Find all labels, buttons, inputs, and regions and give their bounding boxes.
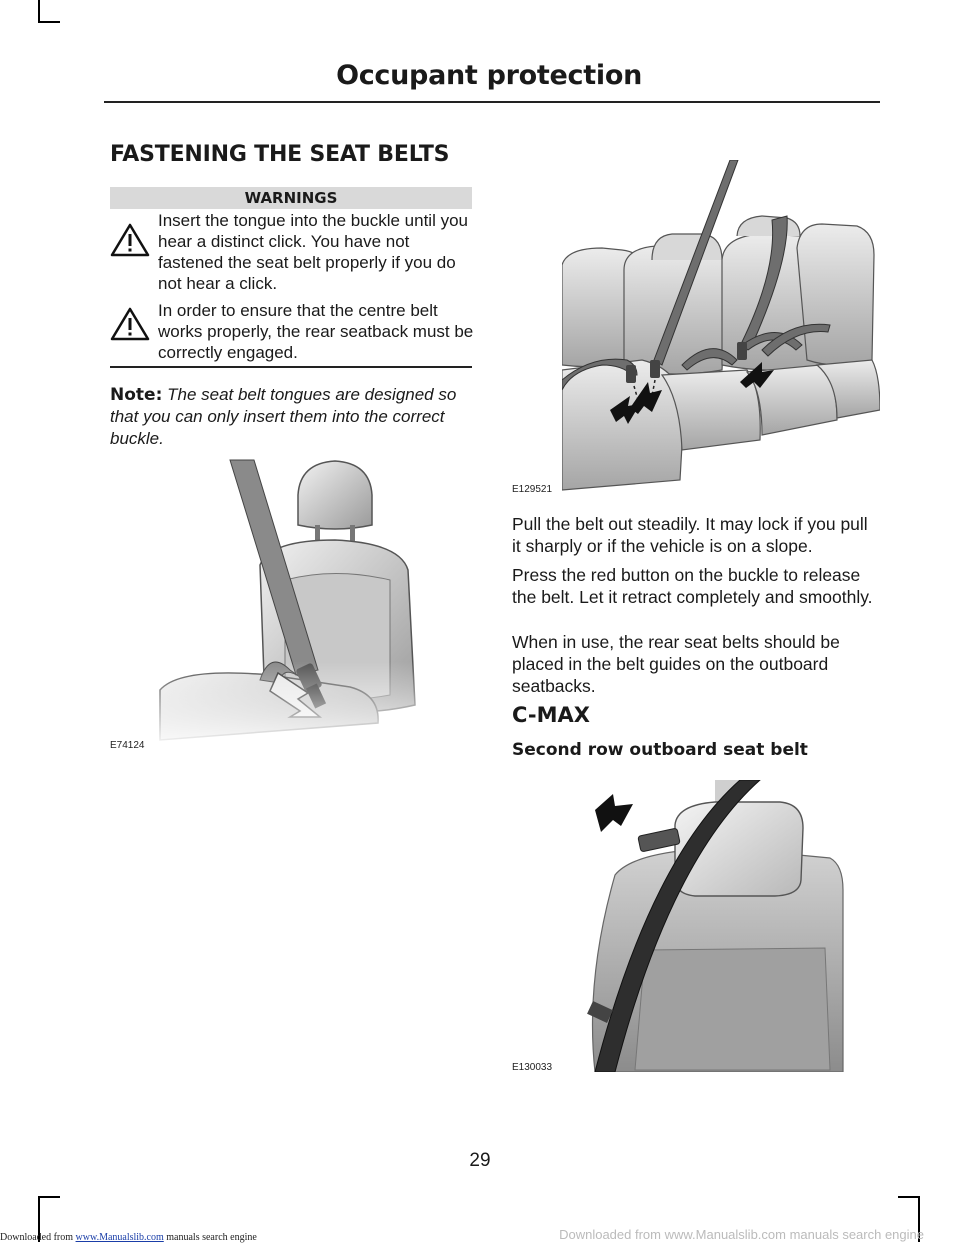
crop-mark: [38, 1196, 60, 1198]
footer-suffix: manuals search engine: [163, 1232, 257, 1243]
figure-code-rear: E129521: [512, 484, 553, 495]
footer-prefix: Downloaded from: [0, 1232, 76, 1243]
figure-code-outboard: E130033: [512, 1062, 553, 1073]
front-seat-belt-illustration: [150, 455, 475, 750]
header-rule: [104, 101, 880, 103]
note-paragraph: [110, 384, 474, 450]
section-heading: FASTENING THE SEAT BELTS: [110, 142, 450, 167]
body-paragraph-2: Press the red button on the buckle to release the belt. Let it retract completely and smoothly.: [512, 565, 873, 607]
warning-text-1: Insert the tongue into the buckle until you hear a distinct click. You have not fastened the seat belt properly if you do not hear a click.: [158, 211, 468, 293]
footer-watermark: Downloaded from www.Manualslib.com manuals search engine: [559, 1227, 924, 1242]
warning-text-2-wrap: [110, 300, 474, 363]
warnings-end-rule: [110, 366, 472, 368]
note-text: The seat belt tongues are designed so that you can only insert them into the correct buckle.: [110, 385, 457, 448]
crop-mark: [38, 0, 40, 22]
outboard-belt-guide-illustration: [575, 780, 847, 1072]
figure-code-front: E74124: [110, 740, 145, 751]
footer-link[interactable]: www.Manualslib.com: [75, 1232, 164, 1243]
warning-item-1: [110, 210, 474, 294]
crop-mark: [38, 21, 60, 23]
cmax-heading: C-MAX: [512, 703, 590, 727]
warning-text-1-wrap: [110, 210, 474, 294]
download-footer: [0, 1232, 257, 1243]
rear-seats-buckles-illustration: [562, 160, 880, 492]
warning-text-2: In order to ensure that the centre belt works properly, the rear seatback must be correctly engaged.: [158, 301, 474, 362]
page-header-title: Occupant protection: [336, 60, 642, 91]
cmax-subheading: Second row outboard seat belt: [512, 740, 808, 760]
body-paragraph-3: When in use, the rear seat belts should be placed in the belt guides on the outboard seatbacks.: [512, 632, 840, 696]
warnings-label: WARNINGS: [110, 187, 472, 209]
crop-mark: [898, 1196, 920, 1198]
body-paragraph-1: Pull the belt out steadily. It may lock if you pull it sharply or if the vehicle is on a slope.: [512, 514, 868, 556]
note-label: Note:: [110, 385, 163, 405]
page-number: 29: [469, 1150, 491, 1171]
warning-item-2: [110, 300, 474, 363]
